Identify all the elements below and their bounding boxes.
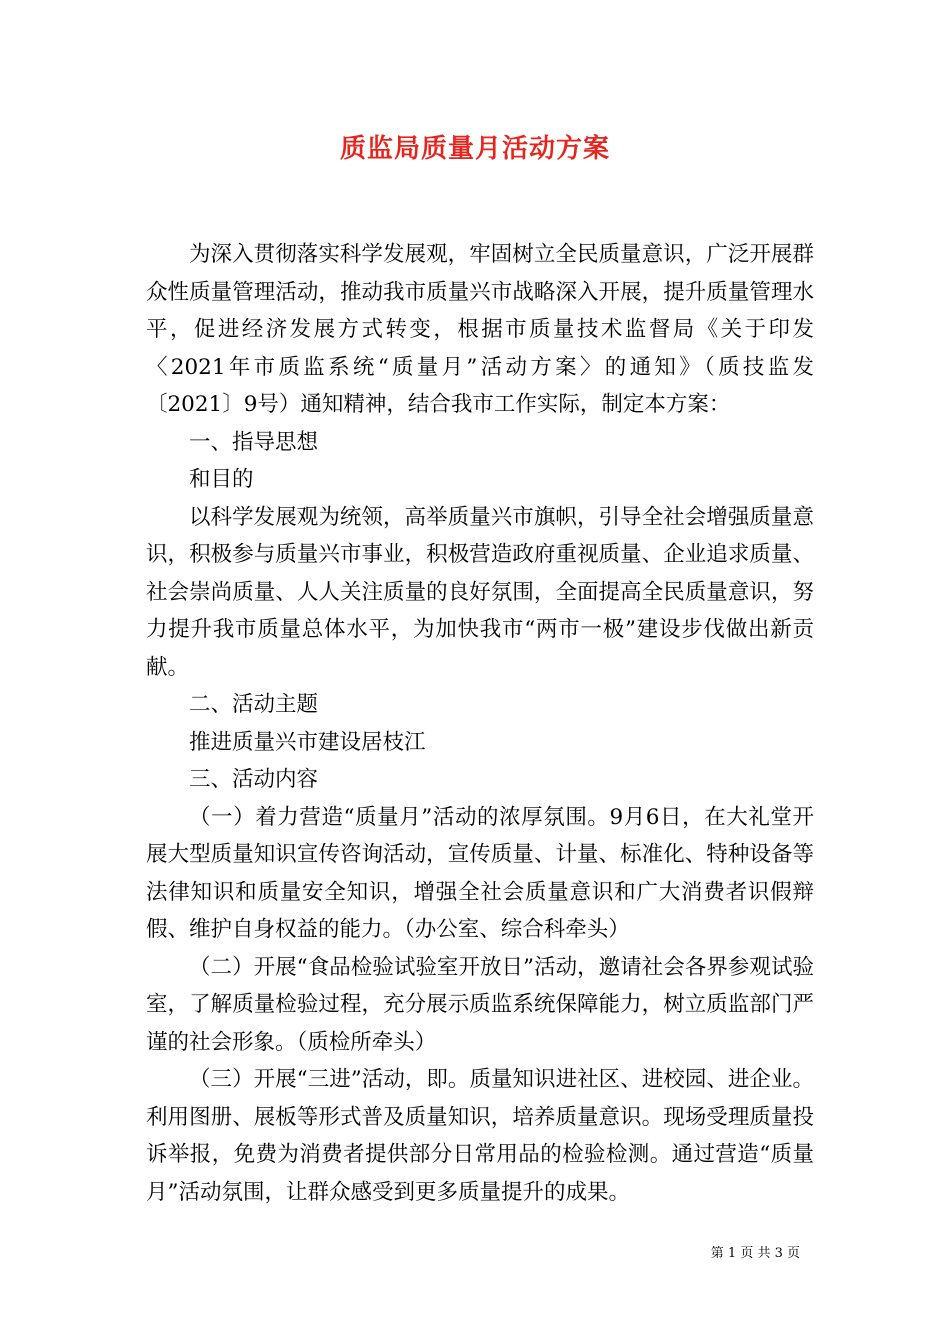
guiding-paragraph: 以科学发展观为统领，高举质量兴市旗帜，引导全社会增强质量意识，积极参与质量兴市事业，积极营造政府重视质量、企业追求质量、社会崇尚质量、人人关注质量的良好氛围，全面提高全民质量意识，努力提升我市质量总体水平，为加快我市“两市一极”建设步伐做出新贡献。 bbox=[146, 504, 814, 680]
document-title: 质监局质量月活动方案 bbox=[339, 134, 610, 164]
intro-paragraph: 为深入贯彻落实科学发展观，牢固树立全民质量意识，广泛开展群众性质量管理活动，推动我市质量兴市战略深入开展，提升质量管理水平，促进经济发展方式转变，根据市质量技术监督局《关于印发〈2021年市质监系统“质量月”活动方案〉的通知》（质技监发〔2021〕9号）通知精神，结合我市工作实际，制定本方案： bbox=[146, 242, 814, 417]
content-item-2: （二）开展“食品检验试验室开放日”活动，邀请社会各界参观试验室，了解质量检验过程，充分展示质监系统保障能力，树立质监部门严谨的社会形象。（质检所牵头） bbox=[146, 954, 814, 1055]
page-number: 第 1 页 共 3 页 bbox=[710, 1246, 800, 1261]
theme-text: 推进质量兴市建设居枝江 bbox=[189, 729, 426, 755]
section-heading-2: 二、活动主题 bbox=[189, 692, 319, 717]
section-heading-1-continued: 和目的 bbox=[189, 467, 254, 492]
section-heading-1: 一、指导思想 bbox=[189, 429, 319, 455]
document-body bbox=[146, 236, 814, 1211]
content-item-1: （一）着力营造“质量月”活动的浓厚氛围。9月6日，在大礼堂开展大型质量知识宣传咨询活动，宣传质量、计量、标准化、特种设备等法律知识和质量安全知识，增强全社会质量意识和广大消费者识假辩假、维护自身权益的能力。（办公室、综合科牵头） bbox=[146, 804, 814, 942]
content-item-3: （三）开展“三进”活动，即。质量知识进社区、进校园、进企业。利用图册、展板等形式普及质量知识，培养质量意识。现场受理质量投诉举报，免费为消费者提供部分日常用品的检验检测。通过营造“质量月”活动氛围，让群众感受到更多质量提升的成果。 bbox=[146, 1067, 814, 1205]
section-heading-3: 三、活动内容 bbox=[189, 767, 319, 792]
